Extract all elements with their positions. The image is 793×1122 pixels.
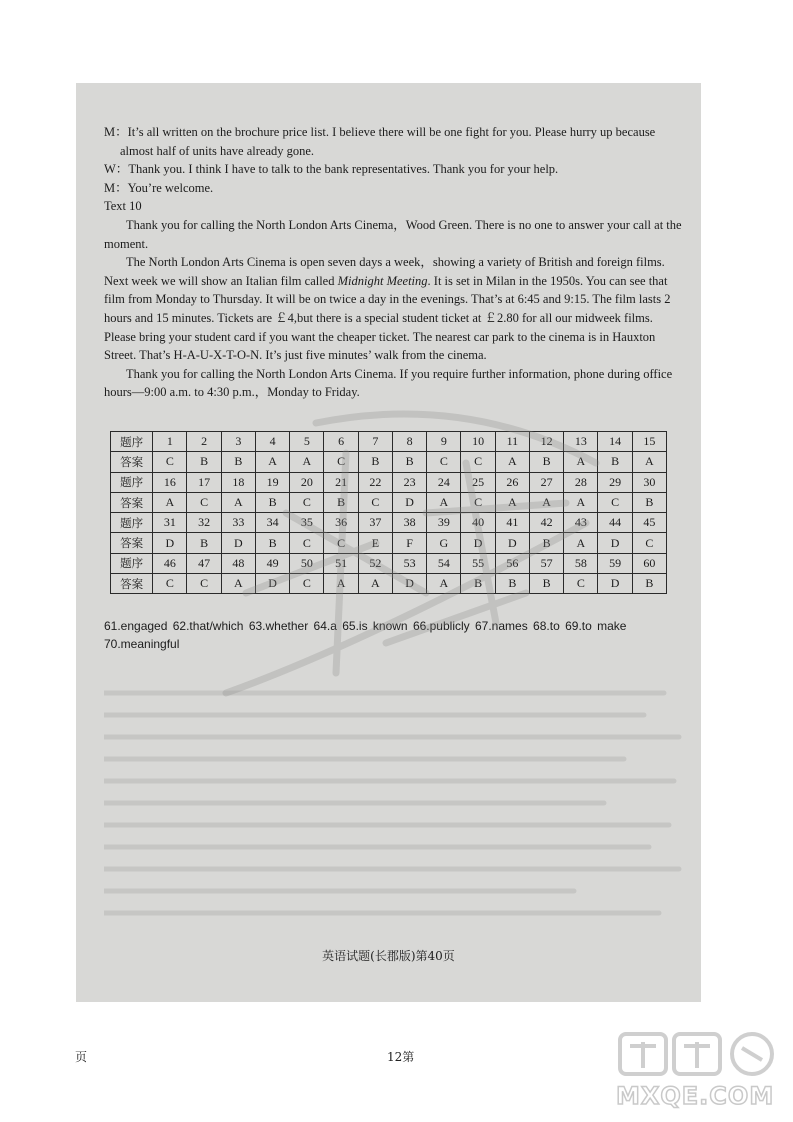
- row-label: 答案: [111, 452, 153, 472]
- speaker-label: M：: [104, 180, 128, 195]
- transcript-text: [104, 123, 687, 402]
- answer-cell: C: [153, 452, 187, 472]
- question-number-cell: 55: [461, 553, 495, 573]
- question-number-cell: 2: [187, 432, 221, 452]
- table-row: [111, 574, 667, 594]
- question-number-cell: 10: [461, 432, 495, 452]
- question-number-cell: 16: [153, 472, 187, 492]
- answer-key-table: [110, 431, 667, 594]
- answer-cell: D: [392, 574, 426, 594]
- film-title: Midnight Meeting: [337, 273, 428, 288]
- answer-cell: C: [324, 452, 358, 472]
- question-number-cell: 11: [495, 432, 529, 452]
- question-number-cell: 18: [221, 472, 255, 492]
- answer-cell: C: [461, 492, 495, 512]
- answer-cell: D: [255, 574, 289, 594]
- answer-cell: D: [461, 533, 495, 553]
- answer-cell: B: [358, 452, 392, 472]
- row-label: 答案: [111, 574, 153, 594]
- answer-cell: A: [564, 452, 598, 472]
- answer-cell: B: [529, 533, 563, 553]
- bottom-page-number: 12第: [387, 1050, 415, 1064]
- answer-cell: A: [290, 452, 324, 472]
- answer-cell: B: [255, 533, 289, 553]
- question-number-cell: 56: [495, 553, 529, 573]
- answer-cell: B: [187, 452, 221, 472]
- answer-cell: C: [427, 452, 461, 472]
- answer-cell: A: [221, 492, 255, 512]
- question-number-cell: 35: [290, 513, 324, 533]
- answer-cell: B: [221, 452, 255, 472]
- answer-cell: B: [632, 574, 666, 594]
- question-number-cell: 26: [495, 472, 529, 492]
- fill-answer-68: 68.to: [533, 619, 560, 633]
- question-number-cell: 36: [324, 513, 358, 533]
- table-row: [111, 513, 667, 533]
- question-number-cell: 40: [461, 513, 495, 533]
- answer-cell: D: [221, 533, 255, 553]
- fill-in-answers: [104, 618, 687, 653]
- question-number-cell: 44: [598, 513, 632, 533]
- bottom-left-label: 页: [75, 1050, 88, 1064]
- question-number-cell: 13: [564, 432, 598, 452]
- question-number-cell: 34: [255, 513, 289, 533]
- answer-cell: A: [427, 574, 461, 594]
- answer-cell: B: [392, 452, 426, 472]
- question-number-cell: 57: [529, 553, 563, 573]
- answer-cell: B: [529, 452, 563, 472]
- answer-cell: A: [427, 492, 461, 512]
- answer-cell: B: [324, 492, 358, 512]
- answer-cell: D: [153, 533, 187, 553]
- question-number-cell: 48: [221, 553, 255, 573]
- watermark-url: MXQE.COM: [616, 1082, 775, 1110]
- bleed-through-text: [104, 683, 687, 933]
- table-row: [111, 472, 667, 492]
- question-number-cell: 52: [358, 553, 392, 573]
- question-number-cell: 39: [427, 513, 461, 533]
- answer-cell: D: [392, 492, 426, 512]
- row-label: 题序: [111, 553, 153, 573]
- answer-cell: B: [187, 533, 221, 553]
- answer-cell: C: [358, 492, 392, 512]
- answer-cell: D: [598, 533, 632, 553]
- question-number-cell: 17: [187, 472, 221, 492]
- fill-answer-63: 63.whether: [248, 619, 309, 633]
- row-label: 题序: [111, 472, 153, 492]
- dialogue-line-2: [104, 160, 687, 179]
- dialogue-line-3: [104, 179, 687, 198]
- question-number-cell: 49: [255, 553, 289, 573]
- question-number-cell: 9: [427, 432, 461, 452]
- question-number-cell: 58: [564, 553, 598, 573]
- question-number-cell: 32: [187, 513, 221, 533]
- text10-paragraph-3: Thank you for calling the North London Arts Cinema. If you require further information, phone during office hours—9:00 a.m. to 4:30 p.m.，Monday to Friday.: [104, 366, 673, 400]
- question-number-cell: 3: [221, 432, 255, 452]
- question-number-cell: 53: [392, 553, 426, 573]
- answer-cell: C: [461, 452, 495, 472]
- question-number-cell: 60: [632, 553, 666, 573]
- answer-cell: A: [221, 574, 255, 594]
- answer-cell: F: [392, 533, 426, 553]
- question-number-cell: 25: [461, 472, 495, 492]
- row-label: 题序: [111, 513, 153, 533]
- question-number-cell: 1: [153, 432, 187, 452]
- answer-cell: A: [255, 452, 289, 472]
- answer-cell: C: [153, 574, 187, 594]
- answer-cell: A: [564, 533, 598, 553]
- fill-answer-64: 64.a: [313, 619, 337, 633]
- question-number-cell: 8: [392, 432, 426, 452]
- fill-answer-69: 69.to make: [565, 619, 627, 633]
- question-number-cell: 30: [632, 472, 666, 492]
- question-number-cell: 45: [632, 513, 666, 533]
- question-number-cell: 22: [358, 472, 392, 492]
- question-number-cell: 46: [153, 553, 187, 573]
- question-number-cell: 15: [632, 432, 666, 452]
- fill-answer-70: 70.meaningful: [104, 636, 180, 651]
- answer-cell: B: [255, 492, 289, 512]
- question-number-cell: 28: [564, 472, 598, 492]
- answer-cell: D: [598, 574, 632, 594]
- speaker-label: W：: [104, 162, 129, 177]
- table-row: [111, 533, 667, 553]
- question-number-cell: 20: [290, 472, 324, 492]
- answer-cell: A: [324, 574, 358, 594]
- question-number-cell: 37: [358, 513, 392, 533]
- fill-answer-66: 66.publicly: [412, 619, 470, 633]
- question-number-cell: 31: [153, 513, 187, 533]
- answer-cell: D: [495, 533, 529, 553]
- question-number-cell: 59: [598, 553, 632, 573]
- question-number-cell: 29: [598, 472, 632, 492]
- answer-cell: A: [529, 492, 563, 512]
- answer-cell: C: [598, 492, 632, 512]
- fill-answer-62: 62.that/which: [172, 619, 244, 633]
- question-number-cell: 21: [324, 472, 358, 492]
- question-number-cell: 14: [598, 432, 632, 452]
- question-number-cell: 19: [255, 472, 289, 492]
- question-number-cell: 23: [392, 472, 426, 492]
- answer-cell: C: [632, 533, 666, 553]
- answer-cell: B: [461, 574, 495, 594]
- question-number-cell: 6: [324, 432, 358, 452]
- table-row: [111, 492, 667, 512]
- table-row: [111, 553, 667, 573]
- row-label: 题序: [111, 432, 153, 452]
- question-number-cell: 4: [255, 432, 289, 452]
- scanned-page-photo: [76, 83, 701, 1002]
- text10-paragraph-2: The North London Arts Cinema is open seven days a week，showing a variety of British and foreign films. Next week we will show an Italian film called Midnight Meeting. It is set in Milan in the 1950s. You can see that film from Monday to Thursday. It will be on twice a day in the evenings. That’s at 6:45 and 9:15. The film lasts 2 hours and 15 minutes. Tickets are ￡4,but there is a special student ticket at ￡2.80 for all our midweek films. Please bring your student card if you want the cheaper ticket. The nearest car park to the cinema is in Hauxton Street. That’s H-A-U-X-T-O-N. It’s just five minutes’ walk from the cinema.: [104, 255, 671, 363]
- question-number-cell: 7: [358, 432, 392, 452]
- fill-answer-67: 67.names: [475, 619, 528, 633]
- answer-cell: E: [358, 533, 392, 553]
- answer-cell: C: [290, 574, 324, 594]
- page-footer: 英语试题(长郡版)第40页: [322, 949, 455, 963]
- question-number-cell: 27: [529, 472, 563, 492]
- dialogue-text: It’s all written on the brochure price list. I believe there will be one fight for you. Please hurry up because almost half of units have already gone.: [120, 125, 656, 158]
- dialogue-text: You’re welcome.: [127, 180, 214, 195]
- question-number-cell: 12: [529, 432, 563, 452]
- answer-cell: B: [598, 452, 632, 472]
- question-number-cell: 41: [495, 513, 529, 533]
- question-number-cell: 50: [290, 553, 324, 573]
- question-number-cell: 43: [564, 513, 598, 533]
- answer-cell: A: [495, 492, 529, 512]
- question-number-cell: 33: [221, 513, 255, 533]
- fill-answer-61: 61.engaged: [104, 619, 168, 633]
- site-watermark-logo: [612, 1028, 784, 1116]
- answer-cell: C: [187, 492, 221, 512]
- question-number-cell: 51: [324, 553, 358, 573]
- dialogue-line-1: [104, 123, 687, 160]
- answer-cell: A: [632, 452, 666, 472]
- question-number-cell: 5: [290, 432, 324, 452]
- question-number-cell: 54: [427, 553, 461, 573]
- answer-cell: B: [632, 492, 666, 512]
- answer-cell: C: [324, 533, 358, 553]
- answer-cell: C: [187, 574, 221, 594]
- answer-cell: B: [529, 574, 563, 594]
- answer-cell: C: [290, 492, 324, 512]
- answer-cell: A: [495, 452, 529, 472]
- table-row: [111, 432, 667, 452]
- speaker-label: M：: [104, 125, 128, 139]
- question-number-cell: 47: [187, 553, 221, 573]
- question-number-cell: 24: [427, 472, 461, 492]
- text10-heading: Text 10: [104, 199, 142, 214]
- answer-cell: A: [358, 574, 392, 594]
- row-label: 答案: [111, 492, 153, 512]
- question-number-cell: 38: [392, 513, 426, 533]
- answer-cell: C: [564, 574, 598, 594]
- dialogue-text: Thank you. I think I have to talk to the bank representatives. Thank you for your help.: [128, 162, 559, 177]
- row-label: 答案: [111, 533, 153, 553]
- fill-answer-65: 65.is known: [342, 619, 408, 633]
- answer-cell: B: [495, 574, 529, 594]
- table-row: [111, 452, 667, 472]
- answer-cell: A: [564, 492, 598, 512]
- question-number-cell: 42: [529, 513, 563, 533]
- answer-cell: C: [290, 533, 324, 553]
- text10-paragraph-1: Thank you for calling the North London Arts Cinema，Wood Green. There is no one to answer your call at the moment.: [104, 217, 682, 251]
- answer-cell: G: [427, 533, 461, 553]
- answer-cell: A: [153, 492, 187, 512]
